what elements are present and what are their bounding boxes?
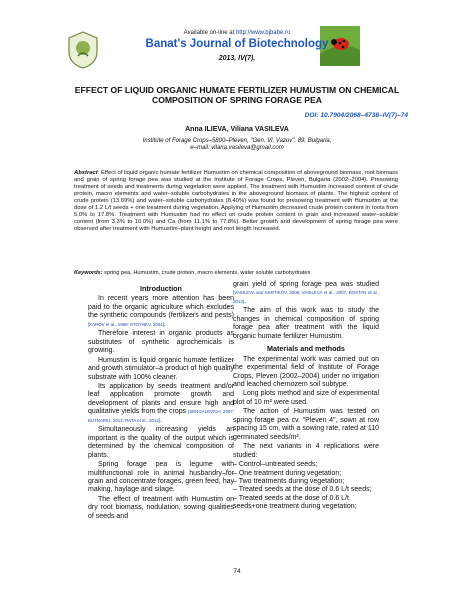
- intro-cont-end: .: [244, 297, 246, 305]
- intro-p1-text: In recent years more attention has been paid to the organic agriculture which excludes the synthetic compounds (fertilizers and pests): [88, 295, 234, 320]
- journal-header: [0, 0, 474, 78]
- intro-paragraph-2: Therefore interest in organic products as substitutes of synthetic agrochemicals is growing.: [88, 330, 234, 355]
- citation-ref[interactable]: [SENGALEVICH, 2007; BUTNARIU, 2012; RATA et al., 2012]: [88, 409, 234, 423]
- intro-p4-end: .: [160, 416, 163, 424]
- left-column: [88, 281, 234, 522]
- variant-item: – Treated seeds at the dose of 0.6 L/t seeds+one treatment during vegetation;: [233, 494, 357, 511]
- methods-paragraph-2: Long plots method and size of experimental plot of 10 m² were used.: [233, 390, 379, 406]
- journal-title: Banat's Journal of Biotechnology: [145, 38, 329, 50]
- abstract-text: : Effect of liquid organic humate fertilizer Humustim on chemical composition of aboveground biomass, root biomass and grain of spring forage pea was studied at the Institute of Forage Crops, Pleven, Bulgaria (2002–2004). Presowing treatment of seeds and treatments during vegetation were applied. The treatment with Humustim increased content of crude protein, macro elements and water–soluble carbohydrates in the aboveground biomass of plants. The highest content of crude protein (13.69%) and water–soluble carbohydrates (8.40%) was found for presowing treatment with Humustim at the dose of 1.2 L/t seeds + one treatment during vegetation. Applying of Humustim decreased crude protein content in roots from 5.0% to 17.8%. Treatment with Humustim had no effect on crude protein content in grain and increased water–soluble content (from 3.3% to 10.0%) and Ca (from 11.1% to 77.8%). Better growth and development of spring forage pea were observed after treatment with Humustim–plant height and root length increased.: [74, 170, 398, 233]
- variants-list: [233, 461, 379, 512]
- keywords-text: spring pea, Humustim, crude protein, macro elements, water soluble carbohydrates: [102, 270, 311, 276]
- methods-paragraph-4: The next variants in 4 replications were studied:: [233, 443, 379, 459]
- methods-paragraph-1: The experimental work was carried out on the experimental field of Institute of Forage Crops, Pleven (2002–2004) under no irrigation and leached chernozem soil subtype.: [233, 355, 379, 388]
- intro-paragraph-continued: [233, 281, 379, 306]
- online-prefix: Available on-line at: [183, 30, 236, 36]
- abstract-label: Abstract: [74, 170, 98, 176]
- affiliation-address: Institute of Forage Crops–5800–Pleven, "Gen. Vl. Vazov", 89, Bulgaria,: [142, 138, 332, 144]
- page-number: 74: [233, 568, 241, 575]
- author-affiliation: [0, 138, 474, 153]
- variant-item: – Two treatments during vegetation;: [233, 477, 345, 485]
- article-doi[interactable]: DOI: 10.7904/2068–4738–IV(7)–74: [304, 112, 408, 119]
- introduction-heading: Introduction: [140, 284, 182, 293]
- variant-item: – Control–untreated seeds;: [233, 461, 318, 469]
- article-title: EFFECT OF LIQUID ORGANIC HUMATE FERTILIZER HUMUSTIM ON CHEMICAL COMPOSITION OF SPRING FORAGE PEA: [74, 85, 400, 105]
- citation-ref[interactable]: [VASILEVA and KERTIKOV, 2006; VASILEVA et al., 2007, BOSTAN et al., 2013]: [233, 290, 379, 304]
- intro-paragraph-4: [88, 383, 234, 425]
- online-availability: [0, 30, 474, 36]
- journal-volume: 2013, IV(7),: [218, 55, 256, 62]
- abstract: [74, 170, 398, 233]
- methods-heading: Materials and methods: [267, 344, 345, 354]
- citation-ref[interactable]: [KAROV et al., 1999; STOYNEV, 2004]: [88, 321, 164, 327]
- affiliation-email: e–mail: vilana.vasileva@gmail.com: [190, 145, 284, 152]
- methods-paragraph-3: The action of Humustim was tested on spring forage pea cv. "Pleven 4", sown at row spacing 15 cm, with a sowing rate, rated at 110 germinated seeds/m².: [233, 408, 379, 441]
- intro-paragraph-1: [88, 295, 234, 329]
- aim-paragraph: The aim of this work was to study the changes in chemical composition of spring forage pea after treatment with the liquid organic humate fertilizer Humustim.: [233, 307, 379, 340]
- intro-paragraph-6: Spring forage pea is legume with multifunctional role in animal husbandry–for grain and concentrate forages, green feed, hay making, haylage and silage.: [88, 461, 234, 494]
- keywords: [74, 270, 398, 277]
- keywords-label: Keywords:: [74, 270, 103, 276]
- variant-item: – Treated seeds at the dose of 0.6 L/t seeds;: [233, 486, 372, 494]
- intro-cont-text: grain yield of spring forage pea was studied: [233, 281, 379, 288]
- intro-paragraph-3: Humustim is liquid organic humate fertilizer and growth stimulator–a product of high quality substrate with 100% cleaner.: [88, 356, 234, 381]
- variant-item: – One treatment during vegetation;: [233, 469, 342, 477]
- journal-url-link[interactable]: http://www.bjbabe.ro: [235, 30, 291, 36]
- intro-p1-end: .: [163, 320, 166, 328]
- intro-p4-text: Its application by seeds treatment and/or leaf application promote growth and development of plants and ensure high and qualitative yields from the crops: [88, 382, 234, 416]
- right-column: [233, 281, 379, 512]
- intro-paragraph-7: The effect of treatment with Humustim on dry root biomass, nodulation, sowing qualities of seeds and: [88, 495, 234, 520]
- article-authors: Anna ILIEVA, Viliana VASILEVA: [185, 126, 289, 133]
- intro-paragraph-5: Simultaneously increasing yields an important is the quality of the output which is determined by the chemical composition of plants.: [88, 426, 234, 459]
- journal-logo-icon: [66, 30, 100, 70]
